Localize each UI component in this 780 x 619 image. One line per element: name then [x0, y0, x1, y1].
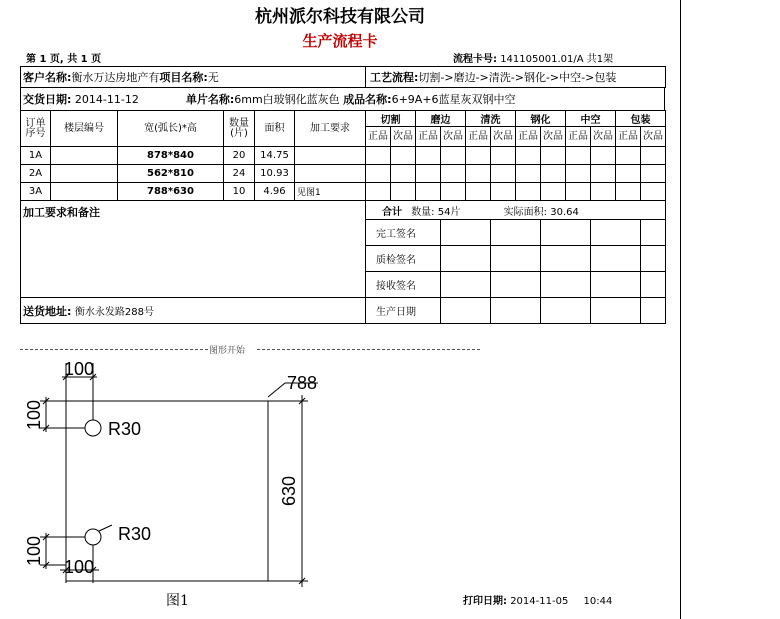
- address-label: 送货地址:: [23, 304, 72, 318]
- sub-defect: 次品: [391, 127, 416, 147]
- info-table: [20, 66, 666, 88]
- sub-good: 正品: [516, 127, 541, 147]
- customer-project-cell: [21, 67, 366, 88]
- process-cell: [366, 67, 666, 88]
- address-value: 衡水永发路288号: [74, 306, 154, 318]
- sig-receive: 接收签名: [366, 272, 441, 298]
- sig-qc: 质检签名: [366, 246, 441, 272]
- row-floor: [51, 165, 118, 183]
- sub-defect: 次品: [491, 127, 516, 147]
- product-label: 成品名称:: [343, 93, 392, 106]
- row-no: 1A: [21, 147, 51, 165]
- total-label: 合计: [382, 206, 402, 218]
- print-time: 10:44: [583, 596, 613, 607]
- separator-label: 图形开始: [209, 346, 246, 356]
- process-cut: 切割: [366, 111, 416, 127]
- info-table-2: [20, 87, 665, 111]
- delivery-label: 交货日期:: [23, 93, 72, 106]
- sub-good: 正品: [366, 127, 391, 147]
- card-title: 生产流程卡: [302, 32, 378, 50]
- row-floor: [51, 147, 118, 165]
- row-size: 878*840: [118, 147, 224, 165]
- delivery-cell: [21, 88, 665, 111]
- row-area: 10.93: [255, 165, 295, 183]
- col-size: 宽(弧长)*高: [118, 111, 224, 147]
- project-label: 项目名称:: [159, 71, 208, 84]
- row-qty: 10: [224, 183, 255, 201]
- project-value: 无: [207, 71, 219, 84]
- single-label: 单片名称:: [185, 93, 235, 106]
- sub-defect: 次品: [441, 127, 466, 147]
- hole-top-label: R30: [108, 419, 142, 439]
- customer-label: 客户名称:: [23, 71, 72, 84]
- dim-height: 630: [279, 475, 299, 507]
- flow-number-label: 流程卡号:: [453, 54, 497, 65]
- product-value: 6+9A+6蓝星灰双钢中空: [391, 93, 516, 106]
- process-edge: 磨边: [416, 111, 466, 127]
- col-req: 加工要求: [295, 111, 366, 147]
- row-size: 562*810: [118, 165, 224, 183]
- row-size: 788*630: [118, 183, 224, 201]
- page-right-border: [680, 0, 681, 619]
- total-area: 实际面积: 30.64: [503, 206, 579, 218]
- sub-good: 正品: [566, 127, 591, 147]
- dim-width: 788: [287, 373, 318, 393]
- print-label: 打印日期:: [463, 596, 507, 607]
- dim-top-hole: 100: [64, 359, 95, 379]
- row-area: 4.96: [255, 183, 295, 201]
- row-no: 2A: [21, 165, 51, 183]
- row-req: [295, 165, 366, 183]
- process-label: 工艺流程:: [370, 71, 419, 84]
- total-qty: 数量: 54片: [411, 206, 461, 218]
- total-cell: [366, 201, 666, 220]
- address-cell: [21, 298, 366, 324]
- separator-line-left: [20, 349, 208, 350]
- process-hollow: 中空: [566, 111, 616, 127]
- company-title: 杭州派尔科技有限公司: [255, 7, 425, 27]
- process-wash: 清洗: [466, 111, 516, 127]
- sub-good: 正品: [466, 127, 491, 147]
- process-table: [20, 110, 666, 324]
- row-req: 见图1: [295, 183, 366, 201]
- figure-caption: 图1: [166, 593, 189, 609]
- col-order-no: 订单 序号: [21, 111, 51, 147]
- sub-defect: 次品: [541, 127, 566, 147]
- glass-drawing: [0, 355, 520, 615]
- row-area: 14.75: [255, 147, 295, 165]
- remarks-cell: [21, 201, 366, 298]
- col-area: 面积: [255, 111, 295, 147]
- print-date: 2014-11-05: [510, 596, 569, 607]
- hole-bottom-label: R30: [118, 524, 152, 544]
- row-qty: 24: [224, 165, 255, 183]
- row-qty: 20: [224, 147, 255, 165]
- remarks-label: 加工要求和备注: [23, 206, 100, 219]
- delivery-value: 2014-11-12: [74, 93, 139, 106]
- process-value: 切割->磨边->清洗->钢化->中空->包装: [418, 71, 617, 84]
- sub-good: 正品: [416, 127, 441, 147]
- single-value: 6mm白玻钢化蓝灰色: [234, 93, 340, 106]
- col-qty: 数量 (片): [224, 111, 255, 147]
- dim-left-top: 100: [24, 399, 44, 431]
- row-floor: [51, 183, 118, 201]
- col-floor: 楼层编号: [51, 111, 118, 147]
- separator-line-right: [257, 349, 480, 350]
- row-req: [295, 147, 366, 165]
- process-temper: 钢化: [516, 111, 566, 127]
- page-info: 第 1 页, 共 1 页: [26, 54, 102, 65]
- flow-number: [453, 50, 613, 65]
- sub-defect: 次品: [641, 127, 666, 147]
- hole-top: [85, 420, 101, 436]
- sig-date: 生产日期: [366, 298, 441, 324]
- dim-bottom-hole: 100: [64, 557, 95, 577]
- sig-finish: 完工签名: [366, 220, 441, 246]
- print-info: [463, 592, 612, 607]
- dim-left-bottom: 100: [24, 535, 44, 567]
- sub-good: 正品: [616, 127, 641, 147]
- row-no: 3A: [21, 183, 51, 201]
- customer-value: 衡水万达房地产有: [71, 71, 160, 84]
- glass-outline: [66, 401, 268, 581]
- process-pack: 包装: [616, 111, 666, 127]
- sub-defect: 次品: [591, 127, 616, 147]
- flow-number-value: 141105001.01/A 共1架: [500, 54, 614, 65]
- hole-bottom: [85, 529, 101, 545]
